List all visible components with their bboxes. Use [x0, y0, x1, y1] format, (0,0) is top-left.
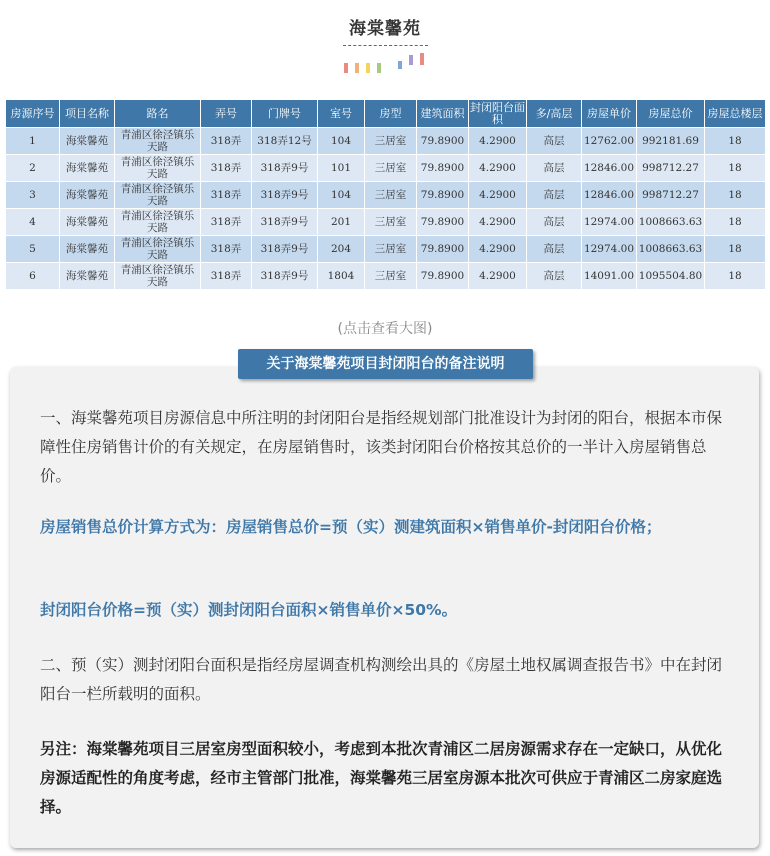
column-header: 封闭阳台面积: [470, 100, 525, 126]
column-header: 房屋总价: [637, 100, 705, 128]
table-row: [6, 128, 766, 155]
table-cell: 318弄: [201, 182, 252, 209]
table-cell: 201: [318, 209, 365, 236]
table-cell: 318弄: [201, 128, 252, 155]
table-row: [6, 209, 766, 236]
table-cell: 318弄9号: [252, 236, 318, 263]
table-cell: 青浦区徐泾镇乐天路: [115, 236, 201, 263]
decorative-color-bars: [342, 51, 432, 75]
table-cell: 79.8900: [417, 209, 469, 236]
table-cell: 三居室: [365, 236, 417, 263]
table-cell: 高层: [527, 263, 582, 290]
table-cell: 18: [705, 236, 766, 263]
table-header-row: [6, 100, 766, 128]
table-cell: 998712.27: [637, 155, 705, 182]
formula-total-price: 房屋销售总价计算方式为：房屋销售总价=预（实）测建筑面积×销售单价-封闭阳台价格；: [40, 518, 662, 536]
table-cell: 4.2900: [469, 236, 527, 263]
table-cell: 12846.00: [582, 182, 637, 209]
table-cell: 海棠馨苑: [60, 209, 115, 236]
color-bar: [398, 61, 402, 69]
table-cell: 79.8900: [417, 182, 469, 209]
column-header: 门牌号: [252, 100, 318, 128]
table-cell: 4.2900: [469, 182, 527, 209]
table-cell: 12974.00: [582, 209, 637, 236]
table-cell: 三居室: [365, 182, 417, 209]
table-cell: 318弄9号: [252, 263, 318, 290]
table-cell: 14091.00: [582, 263, 637, 290]
table-cell: 海棠馨苑: [60, 236, 115, 263]
table-cell: 3: [6, 182, 60, 209]
table-cell: 992181.69: [637, 128, 705, 155]
table-cell: 18: [705, 155, 766, 182]
table-cell: 青浦区徐泾镇乐天路: [115, 155, 201, 182]
table-cell: 4.2900: [469, 263, 527, 290]
table-cell: 104: [318, 182, 365, 209]
table-cell: 12762.00: [582, 128, 637, 155]
formula-balcony-price: 封闭阳台价格=预（实）测封闭阳台面积×销售单价×50%。: [40, 601, 458, 619]
table-cell: 高层: [527, 155, 582, 182]
table-cell: 18: [705, 263, 766, 290]
column-header: 房屋总楼层: [705, 100, 766, 128]
table-cell: 4.2900: [469, 128, 527, 155]
table-row: [6, 263, 766, 290]
table-cell: 三居室: [365, 263, 417, 290]
column-header: 房源序号: [6, 100, 60, 128]
table-row: [6, 155, 766, 182]
table-cell: 318弄: [201, 236, 252, 263]
table-cell: 青浦区徐泾镇乐天路: [115, 263, 201, 290]
table-cell: 4.2900: [469, 155, 527, 182]
table-cell: 三居室: [365, 209, 417, 236]
table-cell: 4: [6, 209, 60, 236]
table-cell: 青浦区徐泾镇乐天路: [115, 209, 201, 236]
table-cell: 高层: [527, 182, 582, 209]
table-cell: 6: [6, 263, 60, 290]
table-cell: 2: [6, 155, 60, 182]
column-header: 房型: [365, 100, 417, 128]
table-cell: 高层: [527, 236, 582, 263]
column-header: 室号: [318, 100, 365, 128]
table-cell: 104: [318, 128, 365, 155]
table-cell: 海棠馨苑: [60, 155, 115, 182]
table-cell: 318弄12号: [252, 128, 318, 155]
table-cell: 青浦区徐泾镇乐天路: [115, 182, 201, 209]
color-bar: [377, 63, 381, 73]
table-row: [6, 236, 766, 263]
housing-listing-table: [5, 99, 766, 290]
color-bar: [366, 63, 370, 73]
column-header: 多/高层: [527, 100, 582, 128]
table-cell: 1804: [318, 263, 365, 290]
column-header: 建筑面积: [417, 100, 469, 128]
table-cell: 79.8900: [417, 236, 469, 263]
table-cell: 海棠馨苑: [60, 263, 115, 290]
table-cell: 204: [318, 236, 365, 263]
page-title: 海棠馨苑: [349, 19, 421, 39]
column-header: 项目名称: [60, 100, 115, 128]
table-cell: 12974.00: [582, 236, 637, 263]
table-cell: 18: [705, 209, 766, 236]
column-header: 路名: [115, 100, 201, 128]
table-cell: 318弄9号: [252, 209, 318, 236]
table-cell: 海棠馨苑: [60, 128, 115, 155]
table-cell: 318弄: [201, 209, 252, 236]
column-header: 弄号: [201, 100, 252, 128]
color-bar: [355, 63, 359, 73]
table-cell: 青浦区徐泾镇乐天路: [115, 128, 201, 155]
table-cell: 79.8900: [417, 155, 469, 182]
view-large-image-link[interactable]: (点击查看大图): [337, 321, 433, 337]
table-cell: 1008663.63: [637, 209, 705, 236]
note-paragraph-1: 一、海棠馨苑项目房源信息中所注明的封闭阳台是指经规划部门批准设计为封闭的阳台，根据本市保障性住房销售计价的有关规定，在房屋销售时，该类封闭阳台价格按其总价的一半计入房屋销售总价。: [40, 409, 723, 485]
color-bar: [420, 53, 424, 65]
table-cell: 998712.27: [637, 182, 705, 209]
table-cell: 高层: [527, 128, 582, 155]
color-bar: [409, 55, 413, 65]
table-cell: 高层: [527, 209, 582, 236]
table-cell: 318弄: [201, 155, 252, 182]
note-paragraph-3: 另注：海棠馨苑项目三居室房型面积较小，考虑到本批次青浦区二居房源需求存在一定缺口，从优化房源适配性的角度考虑，经市主管部门批准，海棠馨苑三居室房源本批次可供应于青浦区二房家庭选择。: [40, 740, 723, 816]
title-divider: [343, 45, 428, 46]
note-paragraph-2: 二、预（实）测封闭阳台面积是指经房屋调查机构测绘出具的《房屋土地权属调查报告书》中在封闭阳台一栏所载明的面积。: [40, 656, 723, 703]
table-row: [6, 182, 766, 209]
column-header: 房屋单价: [582, 100, 637, 128]
table-cell: 海棠馨苑: [60, 182, 115, 209]
table-cell: 4.2900: [469, 209, 527, 236]
table-cell: 79.8900: [417, 128, 469, 155]
table-cell: 79.8900: [417, 263, 469, 290]
table-cell: 1: [6, 128, 60, 155]
color-bar: [344, 63, 348, 73]
table-cell: 318弄9号: [252, 155, 318, 182]
table-cell: 318弄9号: [252, 182, 318, 209]
table-cell: 18: [705, 182, 766, 209]
table-cell: 三居室: [365, 128, 417, 155]
table-cell: 318弄: [201, 263, 252, 290]
table-cell: 1008663.63: [637, 236, 705, 263]
table-cell: 18: [705, 128, 766, 155]
note-banner: 关于海棠馨苑项目封闭阳台的备注说明: [238, 349, 533, 379]
table-cell: 101: [318, 155, 365, 182]
table-cell: 三居室: [365, 155, 417, 182]
table-cell: 5: [6, 236, 60, 263]
table-cell: 1095504.80: [637, 263, 705, 290]
table-cell: 12846.00: [582, 155, 637, 182]
